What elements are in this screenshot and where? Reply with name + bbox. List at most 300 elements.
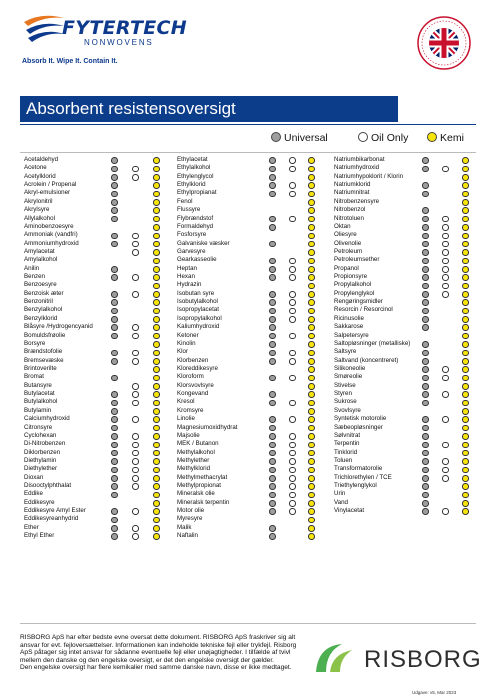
universal-dot-icon: [269, 492, 276, 499]
universal-dot-icon: [422, 492, 429, 499]
kemi-dot-icon: [308, 408, 315, 415]
oil-only-dot-icon: [289, 258, 296, 265]
chemical-row: [334, 449, 474, 457]
risborg-name: RISBORG: [364, 646, 482, 673]
kemi-dot-icon: [153, 391, 160, 398]
logo-name: FYTERTECH: [62, 17, 187, 39]
kemi-dot-icon: [308, 425, 315, 432]
chemical-row: [24, 415, 164, 423]
kemi-dot-icon: [462, 483, 469, 490]
universal-dot-icon: [111, 475, 118, 482]
chemical-name: Isobutylalkohol: [177, 298, 218, 306]
universal-dot-icon: [422, 182, 429, 189]
chemical-row: [177, 256, 317, 264]
chemical-row: [24, 365, 164, 373]
chemical-row: [24, 348, 164, 356]
chemical-name: Methylklorid: [177, 465, 211, 473]
chemical-row: [334, 240, 474, 248]
kemi-dot-icon: [308, 375, 315, 382]
universal-dot-icon: [422, 341, 429, 348]
chemical-name: Ethylenglycol: [177, 172, 214, 180]
universal-dot-icon: [422, 157, 429, 164]
chemical-name: Oktan: [334, 222, 351, 230]
chemical-name: Kinolin: [177, 339, 196, 347]
chemical-name: Nitrotoluen: [334, 214, 364, 222]
universal-dot-icon: [422, 383, 429, 390]
chemical-name: Magnesiumoxidhydrat: [177, 423, 238, 431]
chemical-row: [334, 365, 474, 373]
disclaimer-paragraph: RISBORG ApS har efter bedste evne oversat dette dokument. RISBORG ApS fraskriver sig alt ansvar for evt. fejloversættelser. Informationen kan indeholde tekniske fejl eller trykfejl. Risborg ApS påtager sig intet ansvar for sådanne eventuelle fejl eller unøjagtigheder. I tilfælde af tvivl mellem den danske og den engelske oversigt, er det den engelske oversigt der gælder.: [20, 634, 297, 664]
chemical-name: Hexan: [177, 273, 195, 281]
chemical-row: [177, 415, 317, 423]
kemi-dot-icon: [462, 425, 469, 432]
chemical-row: [334, 231, 474, 239]
oil-only-dot-icon: [132, 458, 139, 465]
kemi-dot-icon: [308, 475, 315, 482]
universal-dot-icon: [422, 458, 429, 465]
universal-dot-icon: [111, 450, 118, 457]
oil-only-dot-icon: [442, 241, 449, 248]
chemical-row: [177, 440, 317, 448]
chemical-row: [177, 449, 317, 457]
universal-dot-icon: [422, 299, 429, 306]
chemical-name: Ammoniumhydroxid: [24, 239, 79, 247]
chemical-name: Acetone: [24, 164, 47, 172]
chemical-name: Smøreolie: [334, 373, 363, 381]
chemical-name: Klor: [177, 348, 189, 356]
chemical-row: [24, 482, 164, 490]
chemical-row: [177, 499, 317, 507]
kemi-dot-icon: [462, 308, 469, 315]
chemical-name: Amylalkohol: [24, 256, 58, 264]
chemical-row: [24, 240, 164, 248]
universal-dot-icon: [111, 492, 118, 499]
chemical-name: Butylalkohol: [24, 398, 58, 406]
universal-dot-icon: [111, 299, 118, 306]
universal-dot-icon: [269, 391, 276, 398]
chemical-name: Nitrobenzensyre: [334, 197, 380, 205]
universal-dot-icon: [111, 241, 118, 248]
chemical-name: Myresyre: [177, 515, 203, 523]
universal-dot-icon: [111, 199, 118, 206]
chemical-row: [177, 373, 317, 381]
oil-only-dot-icon: [289, 400, 296, 407]
chemical-name: Fenol: [177, 197, 193, 205]
oil-only-dot-icon: [289, 274, 296, 281]
chemical-name: Sukrose: [334, 398, 357, 406]
universal-dot-icon: [422, 207, 429, 214]
chemical-name: Sakkarose: [334, 323, 364, 331]
kemi-dot-icon: [153, 458, 160, 465]
universal-dot-icon: [269, 324, 276, 331]
kemi-dot-icon: [308, 207, 315, 214]
legend-kemi-label: Kemi: [440, 132, 464, 144]
chemical-name: Butylacetat: [24, 390, 55, 398]
chemical-row: [24, 532, 164, 540]
chemical-row: [24, 332, 164, 340]
oil-only-dot-icon: [289, 266, 296, 273]
kemi-dot-icon: [462, 274, 469, 281]
kemi-dot-icon: [308, 274, 315, 281]
legend-oil-only-label: Oil Only: [371, 132, 409, 144]
universal-dot-icon: [422, 350, 429, 357]
oil-only-dot-icon: [442, 166, 449, 173]
chemical-name: Kloreddikesyre: [177, 364, 218, 372]
chemical-row: [177, 357, 317, 365]
oil-only-dot-icon: [132, 166, 139, 173]
universal-dot-icon: [111, 233, 118, 240]
oil-only-dot-icon: [132, 174, 139, 181]
resistance-column-3: [334, 156, 474, 515]
chemical-row: [24, 256, 164, 264]
chemical-name: Acrolein / Propenal: [24, 181, 77, 189]
oil-only-dot-icon: [132, 450, 139, 457]
oil-only-dot-icon: [442, 442, 449, 449]
kemi-dot-icon: [308, 249, 315, 256]
chemical-name: Oliesyre: [334, 231, 357, 239]
oil-only-dot-icon: [132, 442, 139, 449]
chemical-row: [24, 432, 164, 440]
oil-only-dot-icon: [358, 132, 368, 142]
oil-only-dot-icon: [289, 492, 296, 499]
universal-dot-icon: [422, 442, 429, 449]
universal-dot-icon: [111, 425, 118, 432]
kemi-dot-icon: [462, 283, 469, 290]
universal-dot-icon: [111, 458, 118, 465]
chemical-row: [24, 373, 164, 381]
chemical-row: [24, 465, 164, 473]
chemical-name: Saltopløsninger (metalliske): [334, 339, 411, 347]
universal-dot-icon: [111, 517, 118, 524]
chemical-row: [24, 390, 164, 398]
chemical-row: [24, 407, 164, 415]
chemical-row: [24, 490, 164, 498]
chemical-name: Bromat: [24, 373, 44, 381]
kemi-dot-icon: [462, 166, 469, 173]
kemi-dot-icon: [308, 517, 315, 524]
chemical-name: Hydrazin: [177, 281, 202, 289]
chemical-row: [334, 474, 474, 482]
oil-only-dot-icon: [132, 391, 139, 398]
universal-dot-icon: [269, 442, 276, 449]
page-title: Absorbent resistensoversigt: [20, 96, 398, 122]
universal-dot-icon: [422, 467, 429, 474]
chemical-name: Bomuldsfrøolie: [24, 331, 66, 339]
chemical-name: Eddikesyre: [24, 498, 55, 506]
chemical-row: [177, 432, 317, 440]
kemi-dot-icon: [462, 324, 469, 331]
kemi-dot-icon: [153, 191, 160, 198]
kemi-dot-icon: [308, 199, 315, 206]
kemi-dot-icon: [462, 333, 469, 340]
chemical-name: Natriumhydroxid: [334, 164, 380, 172]
chemical-row: [334, 323, 474, 331]
kemi-dot-icon: [153, 174, 160, 181]
chemical-name: Propylenglykol: [334, 289, 375, 297]
universal-dot-icon: [422, 450, 429, 457]
chemical-row: [24, 298, 164, 306]
risborg-swirl-icon: [312, 640, 356, 676]
universal-dot-icon: [269, 500, 276, 507]
kemi-dot-icon: [153, 525, 160, 532]
chemical-row: [334, 499, 474, 507]
chemical-name: Kromsyre: [177, 406, 204, 414]
kemi-dot-icon: [308, 258, 315, 265]
chemical-row: [334, 490, 474, 498]
chemical-row: [177, 231, 317, 239]
kemi-dot-icon: [462, 500, 469, 507]
universal-dot-icon: [269, 416, 276, 423]
chemical-name: Svovlsyre: [334, 406, 361, 414]
oil-only-dot-icon: [289, 450, 296, 457]
kemi-dot-icon: [153, 266, 160, 273]
chemical-name: Blåsyre /Hydrogencyanid: [24, 323, 93, 331]
kemi-dot-icon: [308, 166, 315, 173]
chemical-name: Ether: [24, 523, 39, 531]
kemi-dot-icon: [308, 350, 315, 357]
chemical-row: [24, 499, 164, 507]
universal-dot-icon: [269, 533, 276, 540]
oil-only-dot-icon: [132, 400, 139, 407]
kemi-dot-icon: [153, 408, 160, 415]
chemical-row: [177, 306, 317, 314]
oil-only-dot-icon: [132, 291, 139, 298]
kemi-dot-icon: [462, 492, 469, 499]
oil-only-dot-icon: [442, 366, 449, 373]
chemical-name: Methylether: [177, 456, 210, 464]
universal-dot-icon: [111, 433, 118, 440]
oil-only-dot-icon: [442, 274, 449, 281]
universal-dot-icon: [422, 249, 429, 256]
chemical-name: Klorsvovlsyre: [177, 381, 214, 389]
universal-dot-icon: [111, 525, 118, 532]
chemical-row: [334, 156, 474, 164]
chemical-name: Flybrændstof: [177, 214, 214, 222]
kemi-dot-icon: [308, 458, 315, 465]
chemical-row: [24, 173, 164, 181]
chemical-row: [24, 515, 164, 523]
oil-only-dot-icon: [442, 291, 449, 298]
chemical-name: Naftalin: [177, 532, 198, 540]
chemical-name: Aminobenzoesyre: [24, 222, 74, 230]
chemical-row: [334, 273, 474, 281]
chemical-row: [24, 189, 164, 197]
kemi-dot-icon: [308, 308, 315, 315]
kemi-dot-icon: [153, 249, 160, 256]
universal-dot-icon: [269, 308, 276, 315]
chemical-row: [334, 348, 474, 356]
universal-dot-icon: [422, 283, 429, 290]
chemical-name: Natriumnitrat: [334, 189, 370, 197]
universal-dot-icon: [422, 483, 429, 490]
chemical-name: Ethyl Ether: [24, 532, 55, 540]
chemical-name: Butansyre: [24, 381, 52, 389]
resistance-column-2: [177, 156, 317, 541]
oil-only-dot-icon: [132, 533, 139, 540]
chemical-row: [177, 198, 317, 206]
chemical-row: [24, 231, 164, 239]
chemical-row: [334, 189, 474, 197]
kemi-dot-icon: [462, 442, 469, 449]
chemical-name: Syntetisk motorolie: [334, 415, 387, 423]
chemical-row: [177, 490, 317, 498]
chemical-name: Propionsyre: [334, 273, 368, 281]
oil-only-dot-icon: [289, 157, 296, 164]
kemi-dot-icon: [153, 182, 160, 189]
chemical-name: Benzonitril: [24, 298, 53, 306]
chemical-row: [334, 256, 474, 264]
chemical-row: [24, 181, 164, 189]
chemical-name: Isopropylalkohol: [177, 314, 222, 322]
chemical-row: [177, 348, 317, 356]
chemical-row: [177, 474, 317, 482]
kemi-dot-icon: [462, 199, 469, 206]
universal-dot-icon: [269, 191, 276, 198]
chemical-name: Toluen: [334, 456, 353, 464]
chemical-name: Akrylonitril: [24, 197, 53, 205]
chemical-name: Fosforsyre: [177, 231, 207, 239]
universal-dot-icon: [422, 233, 429, 240]
universal-dot-icon: [269, 316, 276, 323]
kemi-dot-icon: [462, 174, 469, 181]
chemical-name: Vinylacetat: [334, 507, 365, 515]
universal-dot-icon: [269, 483, 276, 490]
universal-dot-icon: [422, 258, 429, 265]
kemi-dot-icon: [153, 166, 160, 173]
kemi-dot-icon: [153, 483, 160, 490]
kemi-dot-icon: [462, 182, 469, 189]
chemical-row: [24, 398, 164, 406]
chemical-row: [334, 332, 474, 340]
kemi-dot-icon: [308, 341, 315, 348]
chemical-name: MEK / Butanon: [177, 440, 219, 448]
kemi-dot-icon: [462, 375, 469, 382]
chemical-row: [334, 482, 474, 490]
chemical-name: Diethylether: [24, 465, 58, 473]
chemical-name: Ethylpropianat: [177, 189, 217, 197]
chemical-name: Triethylenglykol: [334, 482, 377, 490]
kemi-dot-icon: [462, 450, 469, 457]
chemical-row: [24, 382, 164, 390]
chemical-name: Benzoesyre: [24, 281, 57, 289]
disclaimer: [20, 634, 305, 672]
universal-dot-icon: [111, 174, 118, 181]
risborg-logo: [312, 640, 480, 680]
chemical-row: [334, 290, 474, 298]
kemi-dot-icon: [308, 442, 315, 449]
kemi-dot-icon: [153, 350, 160, 357]
chemical-row: [334, 373, 474, 381]
chemical-name: Formaldehyd: [177, 222, 214, 230]
chemical-name: Borsyre: [24, 339, 46, 347]
chemical-row: [24, 457, 164, 465]
kemi-dot-icon: [153, 366, 160, 373]
chemical-name: Petroleum: [334, 247, 363, 255]
kemi-dot-icon: [462, 391, 469, 398]
universal-dot-icon: [111, 416, 118, 423]
oil-only-dot-icon: [289, 416, 296, 423]
kemi-dot-icon: [153, 492, 160, 499]
chemical-name: Heptan: [177, 264, 197, 272]
oil-only-dot-icon: [132, 350, 139, 357]
chemical-row: [24, 215, 164, 223]
universal-dot-icon: [111, 207, 118, 214]
chemical-name: Eddikesyreanhydrid: [24, 515, 79, 523]
kemi-dot-icon: [462, 416, 469, 423]
chemical-row: [24, 206, 164, 214]
chemical-row: [334, 164, 474, 172]
universal-dot-icon: [422, 291, 429, 298]
chemical-name: Salpetersyre: [334, 331, 369, 339]
legend-universal-label: Universal: [284, 132, 328, 144]
chemical-row: [177, 507, 317, 515]
chemical-row: [177, 407, 317, 415]
chemical-name: Styren: [334, 390, 352, 398]
oil-only-dot-icon: [132, 467, 139, 474]
oil-only-dot-icon: [442, 475, 449, 482]
chemical-row: [177, 189, 317, 197]
chemical-row: [334, 181, 474, 189]
kemi-dot-icon: [153, 425, 160, 432]
chemical-name: Petroleumsether: [334, 256, 380, 264]
chemical-row: [24, 223, 164, 231]
oil-only-dot-icon: [289, 291, 296, 298]
chemical-name: Akryl-emulsioner: [24, 189, 71, 197]
universal-dot-icon: [422, 500, 429, 507]
kemi-dot-icon: [308, 416, 315, 423]
chemical-row: [24, 507, 164, 515]
kemi-dot-icon: [462, 249, 469, 256]
oil-only-dot-icon: [442, 458, 449, 465]
universal-dot-icon: [422, 366, 429, 373]
chemical-name: Acetaldehyd: [24, 156, 59, 163]
chemical-name: Mineralsk terpentin: [177, 498, 230, 506]
chemical-name: Benzylalkohol: [24, 306, 63, 314]
chemical-row: [334, 390, 474, 398]
kemi-dot-icon: [308, 492, 315, 499]
kemi-dot-icon: [153, 283, 160, 290]
chemical-name: Allylalkohol: [24, 214, 55, 222]
kemi-dot-icon: [153, 291, 160, 298]
chemical-name: Sæbeopløsninger: [334, 423, 383, 431]
universal-dot-icon: [269, 333, 276, 340]
oil-only-dot-icon: [289, 467, 296, 474]
oil-only-dot-icon: [289, 500, 296, 507]
kemi-dot-icon: [462, 508, 469, 515]
oil-only-dot-icon: [289, 333, 296, 340]
kemi-dot-icon: [308, 283, 315, 290]
kemi-dot-icon: [153, 475, 160, 482]
universal-dot-icon: [422, 274, 429, 281]
chemical-row: [177, 215, 317, 223]
chemical-row: [177, 181, 317, 189]
chemical-row: [334, 215, 474, 223]
kemi-dot-icon: [153, 533, 160, 540]
kemi-dot-icon: [308, 467, 315, 474]
oil-only-dot-icon: [289, 475, 296, 482]
universal-dot-icon: [111, 467, 118, 474]
kemi-dot-icon: [308, 483, 315, 490]
chemical-row: [177, 524, 317, 532]
chemical-row: [177, 340, 317, 348]
chemical-name: Diethylamin: [24, 456, 57, 464]
chemical-row: [177, 482, 317, 490]
chemical-row: [24, 323, 164, 331]
chemical-name: Urin: [334, 490, 346, 498]
chemical-row: [177, 532, 317, 540]
kemi-dot-icon: [308, 266, 315, 273]
kemi-dot-icon: [308, 508, 315, 515]
